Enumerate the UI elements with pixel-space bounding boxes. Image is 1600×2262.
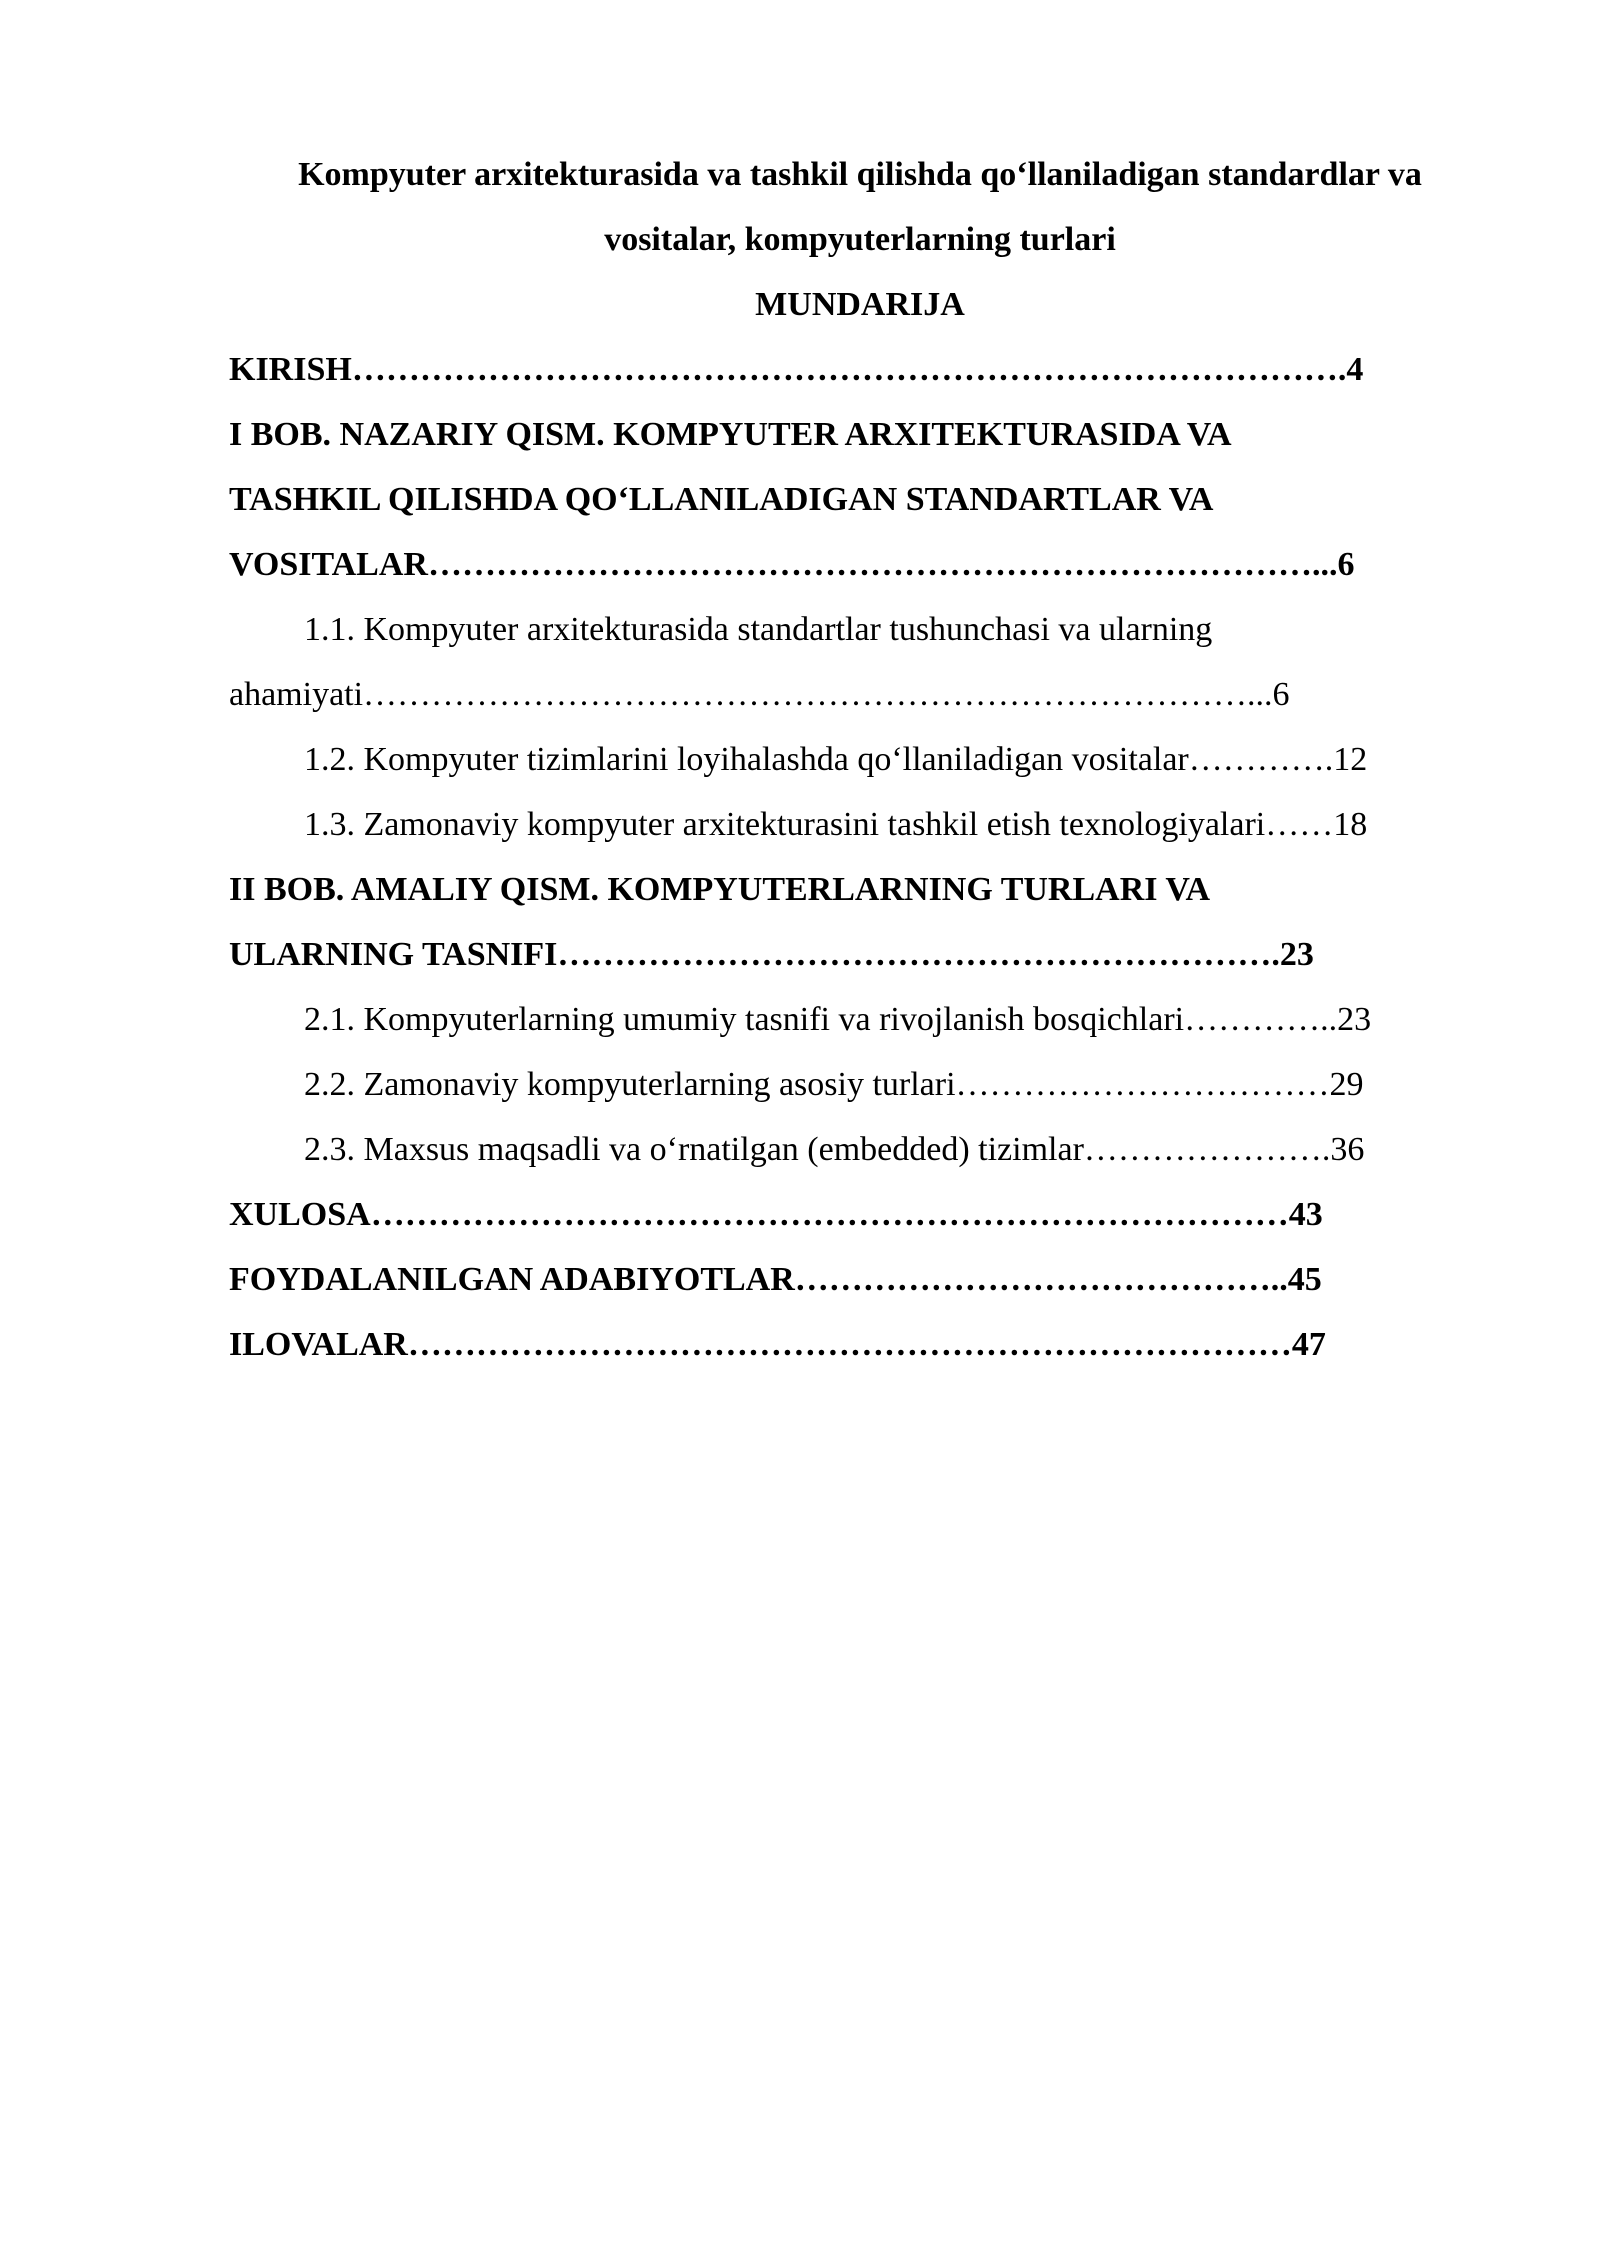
toc-section-2-1: 2.1. Kompyuterlarning umumiy tasnifi va rivojlanish bosqichlari…………..23 <box>304 1001 1372 1038</box>
toc-entry-label: KIRISH…………………………………………………………………………….4 <box>229 351 1364 388</box>
toc-entry-label: ILOVALAR……………………………………………………………………47 <box>229 1326 1326 1363</box>
document-title-line-1: Kompyuter arxitekturasida va tashkil qilishda qo‘llaniladigan standardlar va <box>298 156 1422 193</box>
toc-entry-label: XULOSA………………………………………………………………………43 <box>229 1196 1323 1233</box>
toc-chapter-1-line-3: VOSITALAR……………………………………………………………………...6 <box>229 546 1355 583</box>
toc-entry-references <box>229 1260 1322 1300</box>
toc-section-1-2: 1.2. Kompyuter tizimlarini loyihalashda qo‘llaniladigan vositalar………….12 <box>304 741 1368 778</box>
toc-entry-kirish <box>229 350 1363 390</box>
toc-section-1-1-line-2: ahamiyati……………………………………………………………………...6 <box>229 676 1290 713</box>
toc-section-2-3: 2.3. Maxsus maqsadli va o‘rnatilgan (embedded) tizimlar………………….36 <box>304 1131 1365 1168</box>
toc-section-1-3: 1.3. Zamonaviy kompyuter arxitekturasini tashkil etish texnologiyalari……18 <box>304 806 1368 843</box>
toc-chapter-1-line-2: TASHKIL QILISHDA QO‘LLANILADIGAN STANDARTLAR VA <box>229 481 1214 518</box>
toc-entry-label: FOYDALANILGAN ADABIYOTLAR……………………………………..45 <box>229 1261 1322 1298</box>
toc-entry-xulosa <box>229 1195 1323 1235</box>
toc-chapter-2-line-1: II BOB. AMALIY QISM. KOMPYUTERLARNING TURLARI VA <box>229 871 1211 908</box>
toc-section-2-2: 2.2. Zamonaviy kompyuterlarning asosiy turlari……………………………29 <box>304 1066 1364 1103</box>
toc-chapter-1-line-1: I BOB. NAZARIY QISM. KOMPYUTER ARXITEKTURASIDA VA <box>229 416 1232 453</box>
toc-entry-appendices <box>229 1325 1326 1365</box>
toc-chapter-2-line-2: ULARNING TASNIFI……………………………………………………….23 <box>229 936 1314 973</box>
toc-heading: MUNDARIJA <box>755 286 965 323</box>
toc-section-1-1-line-1: 1.1. Kompyuter arxitekturasida standartlar tushunchasi va ularning <box>304 611 1213 648</box>
document-title-line-2: vositalar, kompyuterlarning turlari <box>604 221 1116 258</box>
